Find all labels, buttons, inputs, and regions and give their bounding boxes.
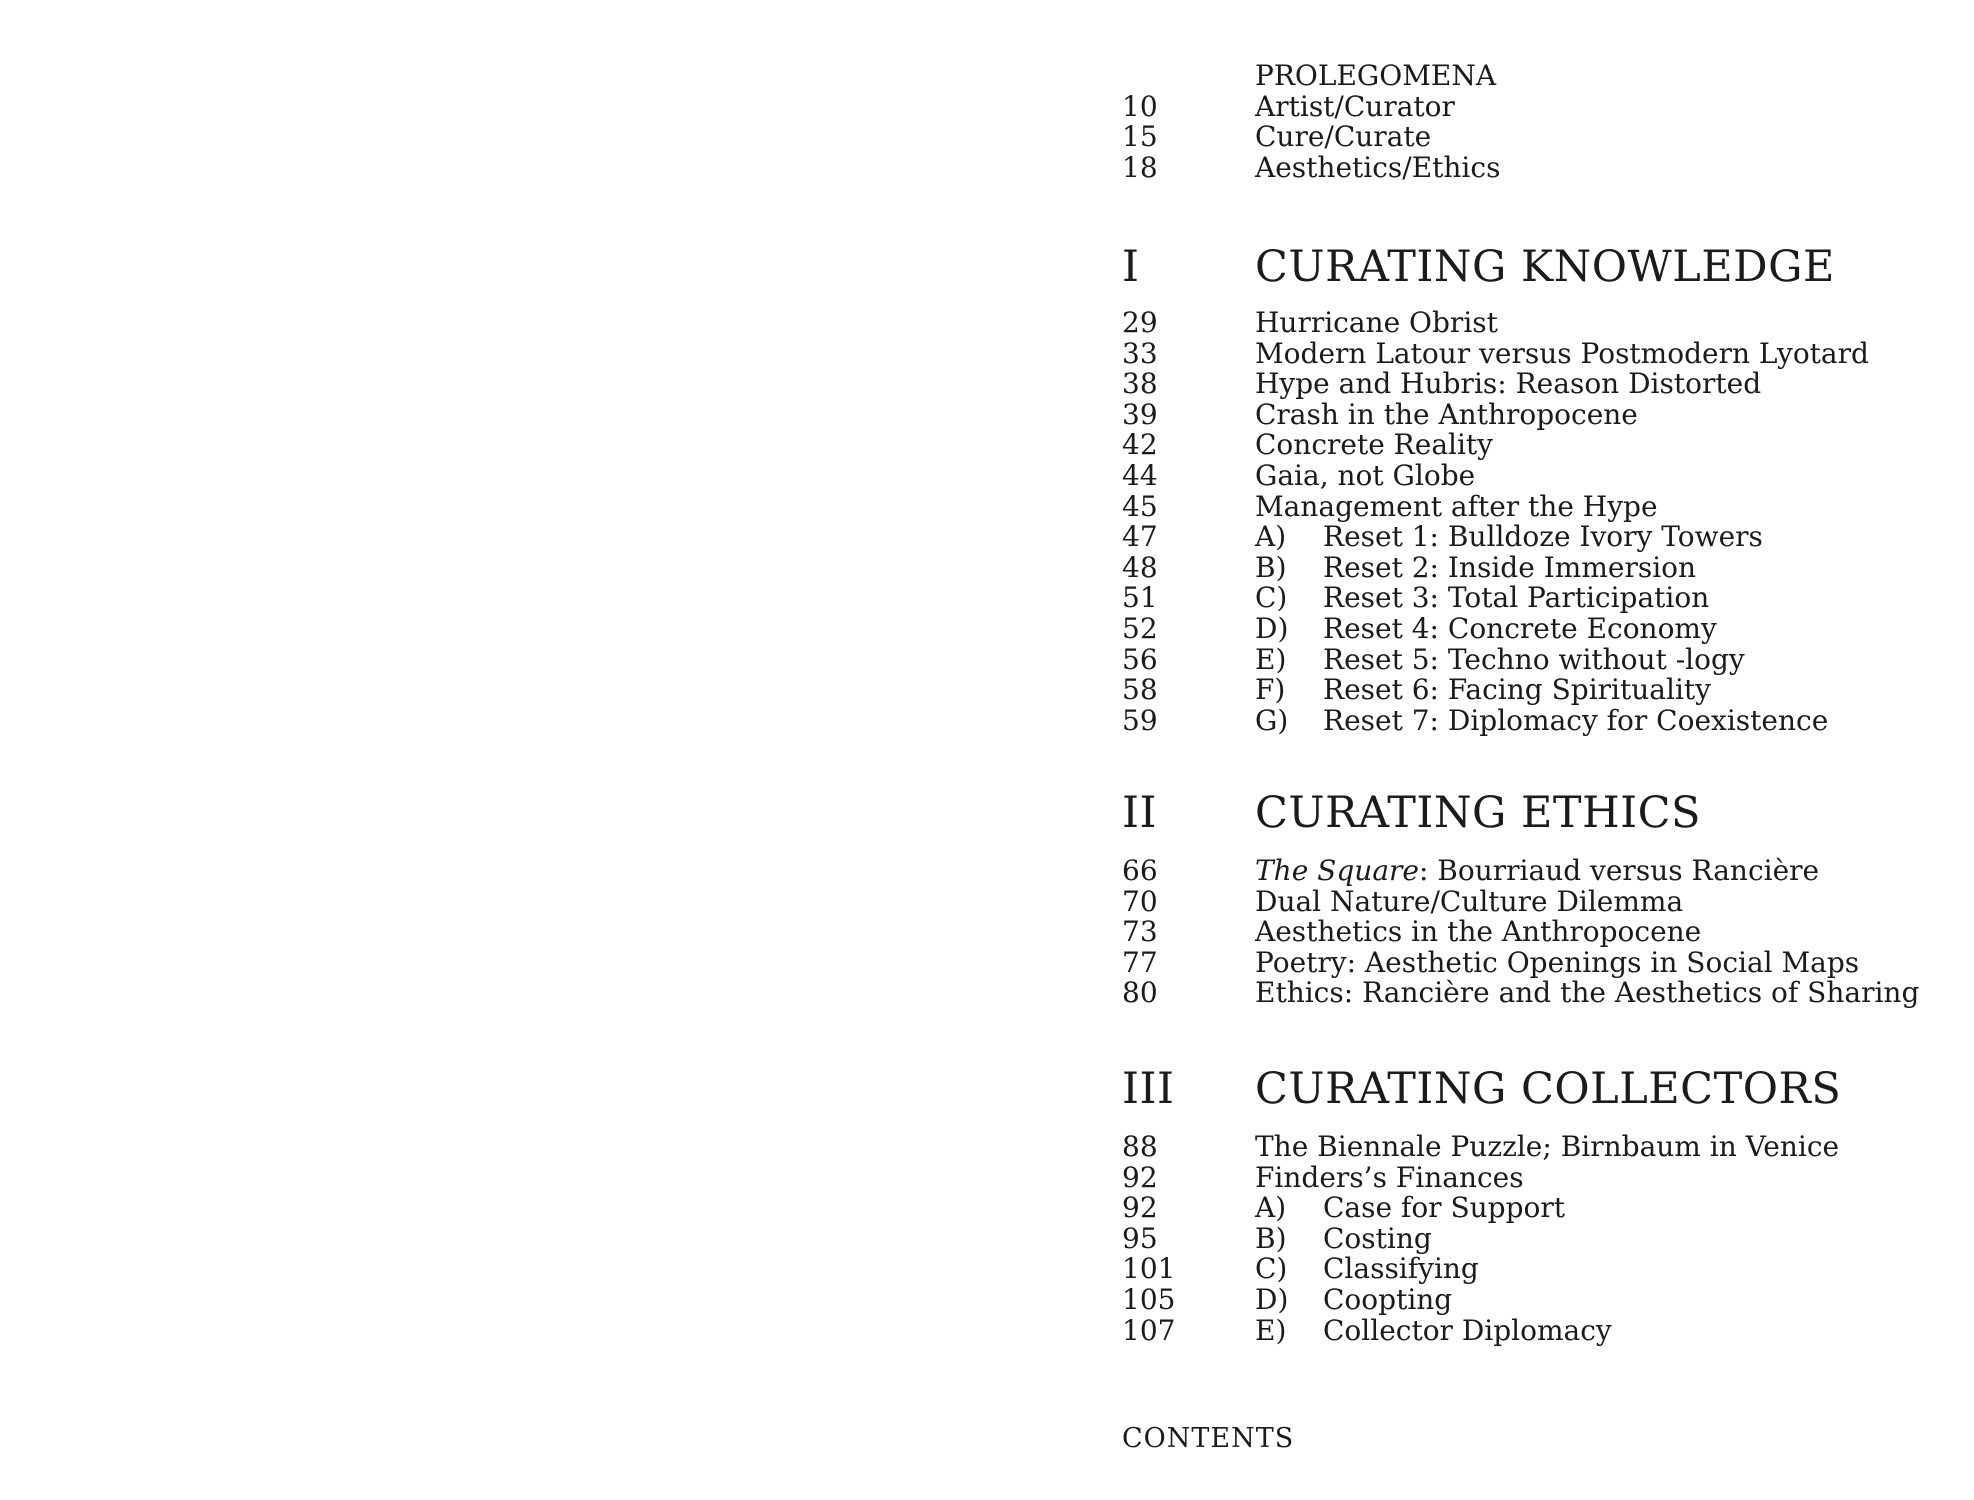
toc-row (1122, 1282, 1839, 1316)
chapter-title: Concrete Reality (1255, 428, 1493, 462)
section-subtitle-row (1122, 61, 1500, 92)
toc-row (1122, 642, 1869, 676)
section-numeral: II (1122, 788, 1157, 838)
page-number: 38 (1122, 367, 1158, 401)
toc-row (1122, 430, 1869, 461)
chapter-title: Finders’s Finances (1255, 1160, 1524, 1194)
page-number: 56 (1122, 642, 1158, 676)
chapter-title: Aesthetics/Ethics (1255, 150, 1501, 184)
page-number: 59 (1122, 703, 1158, 737)
chapter-title: Ethics: Rancière and the Aesthetics of Sharing (1255, 976, 1920, 1010)
section-3-items (1122, 1132, 1839, 1346)
chapter-title: Poetry: Aesthetic Openings in Social Maps (1255, 945, 1860, 979)
item-letter: G) (1255, 703, 1289, 737)
toc-row (1122, 522, 1869, 553)
page-number: 70 (1122, 884, 1158, 918)
chapter-title (1255, 856, 1919, 887)
page-number: 33 (1122, 336, 1158, 370)
toc-row (1122, 308, 1869, 339)
toc-row (1122, 978, 1919, 1009)
section-prolegomena (1122, 61, 1500, 183)
page-number: 45 (1122, 489, 1158, 523)
page-number: 92 (1122, 1160, 1158, 1194)
page-number: 39 (1122, 397, 1158, 431)
item-letter: B) (1255, 550, 1287, 584)
section-header-3 (1122, 1066, 1841, 1112)
page-number: 107 (1122, 1313, 1176, 1347)
chapter-title: Classifying (1323, 1252, 1479, 1286)
toc-row (1122, 550, 1869, 584)
toc-row (1122, 1160, 1839, 1194)
chapter-title: Reset 6: Facing Spirituality (1323, 673, 1711, 707)
page-number: 10 (1122, 89, 1158, 123)
item-letter: A) (1255, 520, 1287, 554)
chapter-title: Reset 5: Techno without -logy (1323, 642, 1745, 676)
page-number: 58 (1122, 673, 1158, 707)
item-letter: E) (1255, 642, 1287, 676)
chapter-title: The Biennale Puzzle; Birnbaum in Venice (1255, 1130, 1840, 1163)
item-letter: C) (1255, 1252, 1288, 1286)
page-number: 29 (1122, 306, 1158, 339)
section-title: CURATING KNOWLEDGE (1255, 242, 1835, 292)
chapter-title-italic: The Square (1255, 854, 1419, 887)
toc-row (1122, 703, 1869, 737)
toc-row (1122, 122, 1500, 153)
section-numeral: III (1122, 1064, 1175, 1114)
chapter-title: Reset 4: Concrete Economy (1323, 611, 1717, 645)
item-letter: D) (1255, 1282, 1289, 1316)
toc-row (1122, 489, 1869, 523)
item-letter: E) (1255, 1313, 1287, 1347)
toc-row (1122, 1254, 1839, 1285)
chapter-title: Hype and Hubris: Reason Distorted (1255, 367, 1762, 401)
toc-row (1122, 1132, 1839, 1163)
toc-row (1122, 1221, 1839, 1255)
chapter-title: Case for Support (1323, 1191, 1566, 1225)
chapter-title: Reset 3: Total Participation (1323, 581, 1710, 615)
chapter-title: Cure/Curate (1255, 120, 1432, 154)
running-footer: CONTENTS (1122, 1423, 1295, 1454)
chapter-title: Reset 1: Bulldoze Ivory Towers (1323, 520, 1763, 554)
page-number-empty (1122, 61, 1255, 92)
page-number: 66 (1122, 854, 1158, 887)
page-number: 47 (1122, 520, 1158, 554)
toc-row (1122, 583, 1869, 614)
page-number: 105 (1122, 1282, 1176, 1316)
chapter-title: Modern Latour versus Postmodern Lyotard (1255, 336, 1869, 370)
page-number: 95 (1122, 1221, 1158, 1255)
section-1-items (1122, 308, 1869, 736)
page-number: 77 (1122, 945, 1158, 979)
section-2-items (1122, 856, 1919, 1009)
toc-row (1122, 917, 1919, 948)
section-title: CURATING COLLECTORS (1255, 1064, 1842, 1114)
toc-row (1122, 884, 1919, 918)
page-number: 42 (1122, 428, 1158, 462)
chapter-title: Coopting (1323, 1282, 1453, 1316)
toc-row (1122, 397, 1869, 431)
chapter-title: Hurricane Obrist (1255, 306, 1498, 339)
page-number: 18 (1122, 150, 1158, 184)
item-letter: F) (1255, 673, 1286, 707)
toc-row (1122, 611, 1869, 645)
page-number: 73 (1122, 915, 1158, 949)
toc-row (1122, 458, 1869, 492)
page-number: 88 (1122, 1130, 1158, 1163)
item-letter: A) (1255, 1191, 1287, 1225)
item-letter: D) (1255, 611, 1289, 645)
toc-row (1122, 856, 1919, 887)
toc-row (1122, 1193, 1839, 1224)
page-number: 15 (1122, 120, 1158, 154)
chapter-title: Reset 7: Diplomacy for Coexistence (1323, 703, 1829, 737)
chapter-title: Costing (1323, 1221, 1432, 1255)
section-header-2 (1122, 790, 1701, 836)
page-number: 80 (1122, 976, 1158, 1010)
toc-row (1122, 336, 1869, 370)
page-number: 92 (1122, 1191, 1158, 1225)
chapter-title: Management after the Hype (1255, 489, 1658, 523)
toc-row (1122, 89, 1500, 123)
toc-row (1122, 369, 1869, 400)
chapter-title: Aesthetics in the Anthropocene (1255, 915, 1702, 949)
page-number: 48 (1122, 550, 1158, 584)
toc-row (1122, 150, 1501, 184)
chapter-title: Artist/Curator (1255, 89, 1455, 123)
chapter-title: Collector Diplomacy (1323, 1313, 1612, 1347)
page-number: 51 (1122, 581, 1158, 615)
item-letter: C) (1255, 581, 1288, 615)
section-title: CURATING ETHICS (1255, 788, 1701, 838)
toc-row (1122, 945, 1919, 979)
chapter-title: Reset 2: Inside Immersion (1323, 550, 1697, 584)
chapter-title: Dual Nature/Culture Dilemma (1255, 884, 1684, 918)
section-numeral: I (1122, 242, 1140, 292)
item-letter: B) (1255, 1221, 1287, 1255)
toc-row (1122, 1313, 1839, 1347)
section-header-1 (1122, 244, 1835, 290)
section-title: PROLEGOMENA (1255, 59, 1497, 92)
chapter-title: Crash in the Anthropocene (1255, 397, 1638, 431)
chapter-title-rest: : Bourriaud versus Rancière (1418, 854, 1820, 887)
page-number: 101 (1122, 1252, 1176, 1286)
toc-row (1122, 675, 1869, 706)
page-number: 52 (1122, 611, 1158, 645)
page-number: 44 (1122, 458, 1158, 492)
chapter-title: Gaia, not Globe (1255, 458, 1476, 492)
